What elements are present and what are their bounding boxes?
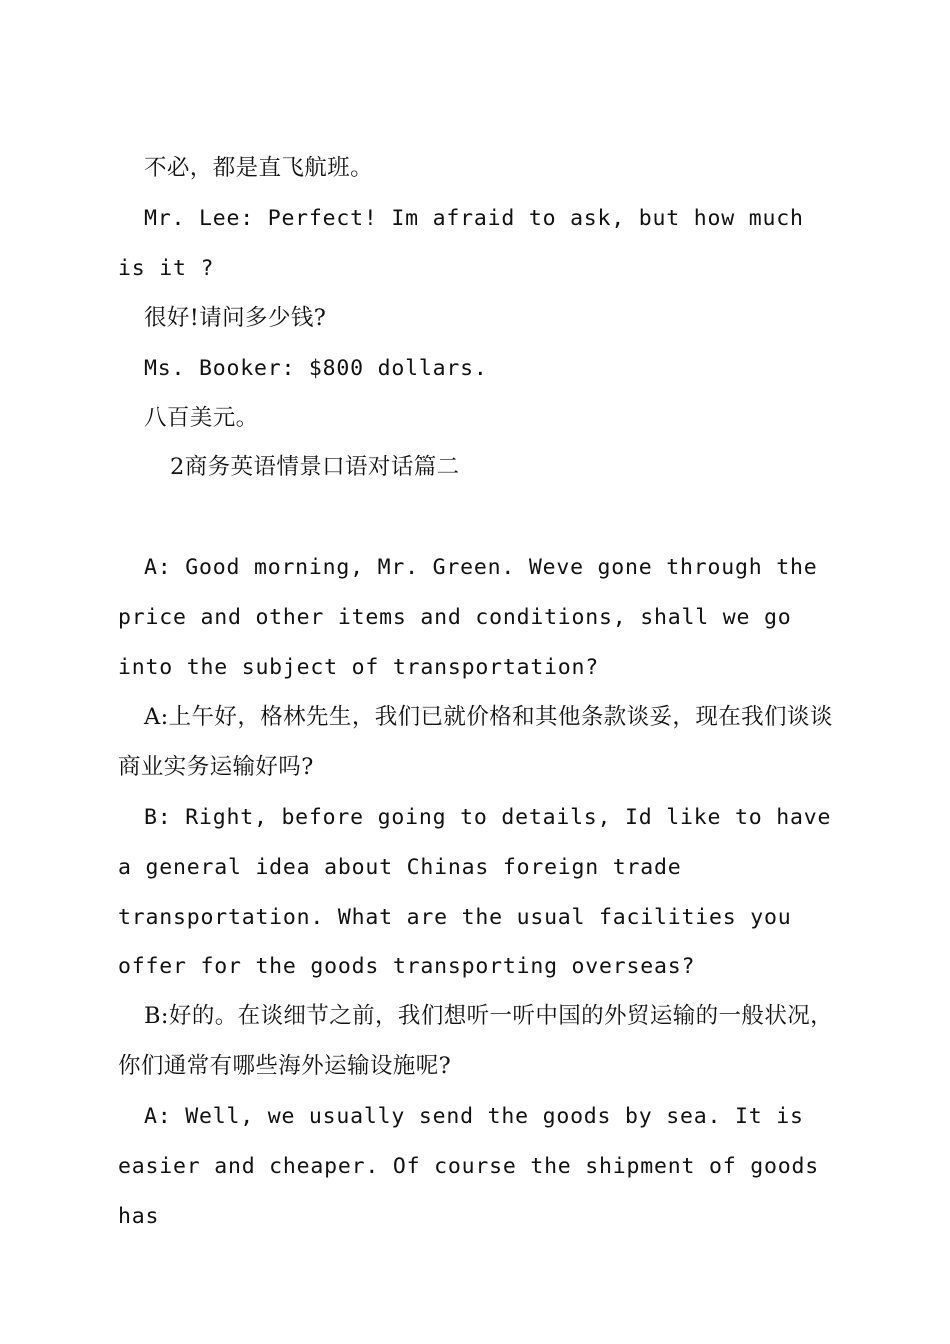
paragraph-zh: A:上午好，格林先生，我们已就价格和其他条款谈妥，现在我们谈谈商业实务运输好吗? xyxy=(118,703,833,780)
section-heading: 2商务英语情景口语对话篇二 xyxy=(170,454,460,481)
paragraph-zh: 很好!请问多少钱? xyxy=(144,304,327,331)
document-body xyxy=(118,144,842,1242)
paragraph-en: Ms. Booker: $800 dollars. xyxy=(144,355,488,381)
paragraph-zh: 不必，都是直飞航班。 xyxy=(144,155,374,181)
paragraph-en: Mr. Lee: Perfect! Im afraid to ask, but how much is it ? xyxy=(118,205,804,281)
paragraph-en: A: Well, we usually send the goods by sea. It is easier and cheaper. Of course the shipment of goods has xyxy=(118,1104,819,1230)
paragraph-en: B: Right, before going to details, Id like to have a general idea about Chinas foreign trade transportation. What are the usual facilities you offer for the goods transporting overseas? xyxy=(118,804,832,980)
paragraph-zh: B:好的。在谈细节之前，我们想听一听中国的外贸运输的一般状况，你们通常有哪些海外运输设施呢? xyxy=(118,1003,834,1080)
paragraph-zh: 八百美元。 xyxy=(144,404,259,431)
paragraph-en: A: Good morning, Mr. Green. Weve gone through the price and other items and conditions, shall we go into the subject of transportation? xyxy=(118,555,818,681)
blank-line xyxy=(118,493,842,543)
